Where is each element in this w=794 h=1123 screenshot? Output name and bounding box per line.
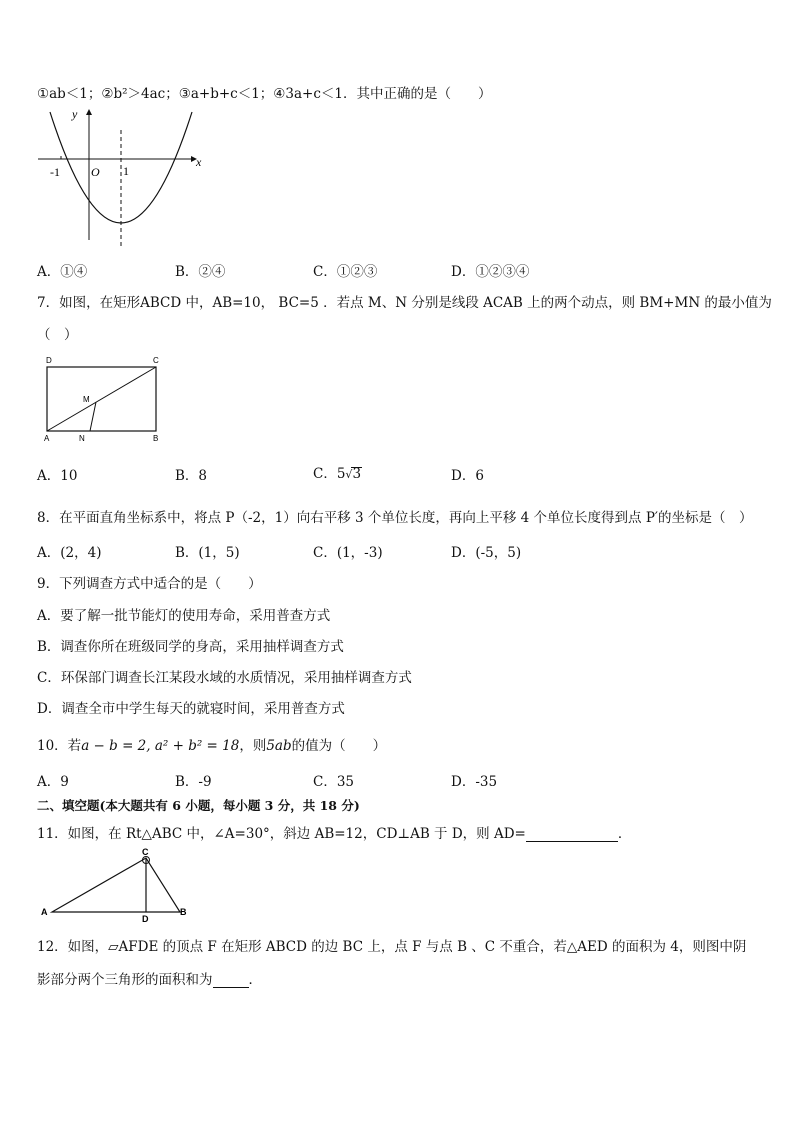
q6-option-b[interactable]: B．②④ — [175, 264, 226, 280]
label-d: D — [142, 914, 149, 922]
q12-end: ． — [248, 972, 262, 988]
q11-answer-blank[interactable] — [526, 827, 618, 842]
q8-option-b[interactable]: B．(1，5) — [175, 545, 240, 561]
q10-option-c[interactable]: C．35 — [313, 774, 355, 790]
label-c: C — [153, 356, 159, 365]
q7-option-a[interactable]: A．10 — [37, 468, 78, 484]
q7-rectangle-figure — [38, 352, 168, 444]
origin-label: O — [91, 165, 100, 179]
q9-stem: 9．下列调查方式中适合的是（ ） — [37, 576, 262, 592]
label-c: C — [142, 847, 149, 857]
q7-option-d[interactable]: D．6 — [451, 468, 484, 484]
label-a: A — [41, 907, 48, 917]
q7-option-c-radicand: 3 — [352, 466, 362, 482]
q9-option-d[interactable]: D．调查全市中学生每天的就寝时间，采用普查方式 — [37, 701, 345, 717]
q7-option-c-label: C．5 — [313, 466, 346, 482]
q8-stem: 8．在平面直角坐标系中，将点 P（-2，1）向右平移 3 个单位长度，再向上平移 4 个单位长度得到点 P′的坐标是（ ） — [37, 510, 753, 526]
q7-option-c[interactable]: C．5√3 — [313, 466, 362, 482]
q11-stem — [37, 822, 631, 842]
tick-neg-one: -1 — [50, 165, 60, 179]
q6-option-a[interactable]: A．①④ — [37, 264, 88, 280]
y-axis-label: y — [72, 107, 78, 121]
q10-option-a[interactable]: A．9 — [37, 774, 69, 790]
q10-condition: a − b = 2, a² + b² = 18 — [81, 738, 240, 754]
q6-option-d[interactable]: D．①②③④ — [451, 264, 530, 280]
q10-mid: ，则 — [239, 738, 267, 754]
q7-option-b[interactable]: B．8 — [175, 468, 208, 484]
q12-line2 — [37, 968, 262, 988]
q8-option-d[interactable]: D．(-5，5) — [451, 545, 522, 561]
q6-option-c[interactable]: C．①②③ — [313, 264, 378, 280]
label-n: N — [79, 434, 85, 443]
label-m: M — [83, 395, 90, 404]
q8-option-c[interactable]: C．(1，-3) — [313, 545, 383, 561]
label-b: B — [153, 434, 159, 443]
label-a: A — [44, 434, 50, 443]
q9-option-b[interactable]: B．调查你所在班级同学的身高，采用抽样调查方式 — [37, 639, 344, 655]
q11-triangle-figure — [38, 846, 194, 922]
q7-stem-bracket: （ ） — [37, 327, 78, 343]
q10-stem — [37, 734, 386, 754]
q11-stem-text: 11．如图，在 Rt△ABC 中，∠A=30°，斜边 AB=12，CD⊥AB 于 D，则 AD= — [37, 826, 526, 842]
label-d: D — [46, 356, 52, 365]
q10-option-d[interactable]: D．-35 — [451, 774, 498, 790]
q6-stem: ①ab＜1；②b²＞4ac；③a+b+c＜1；④3a+c＜1．其中正确的是（ ） — [37, 86, 492, 102]
q12-answer-blank[interactable] — [213, 973, 249, 988]
label-b: B — [180, 907, 187, 917]
q10-prefix: 10．若 — [37, 738, 82, 754]
q6-parabola-graph — [34, 104, 214, 252]
diagonal-ac — [47, 367, 156, 431]
q12-line1: 12．如图，▱AFDE 的顶点 F 在矩形 ABCD 的边 BC 上，点 F 与点 B 、C 不重合，若△AED 的面积为 4，则图中阴 — [37, 939, 747, 955]
q11-stem-end: ． — [617, 826, 632, 842]
x-axis-label: x — [196, 155, 202, 169]
tick-one: 1 — [123, 164, 129, 178]
triangle-abc — [52, 858, 180, 912]
q8-option-a[interactable]: A．(2，4) — [37, 545, 102, 561]
segment-mn — [90, 402, 96, 431]
q10-option-b[interactable]: B．-9 — [175, 774, 212, 790]
q10-suffix: 的值为（ ） — [291, 738, 387, 754]
q12-line2-text: 影部分两个三角形的面积和为 — [37, 972, 213, 988]
q9-option-c[interactable]: C．环保部门调查长江某段水域的水质情况，采用抽样调查方式 — [37, 670, 412, 686]
q7-stem: 7．如图，在矩形ABCD 中，AB=10， BC=5 ．若点 M、N 分别是线段 ACAB 上的两个动点，则 BM+MN 的最小值为 — [37, 295, 772, 311]
q9-option-a[interactable]: A．要了解一批节能灯的使用寿命，采用普查方式 — [37, 608, 331, 624]
q10-expression: 5ab — [266, 738, 292, 754]
section2-heading: 二、填空题(本大题共有 6 小题，每小题 3 分，共 18 分) — [37, 798, 360, 813]
